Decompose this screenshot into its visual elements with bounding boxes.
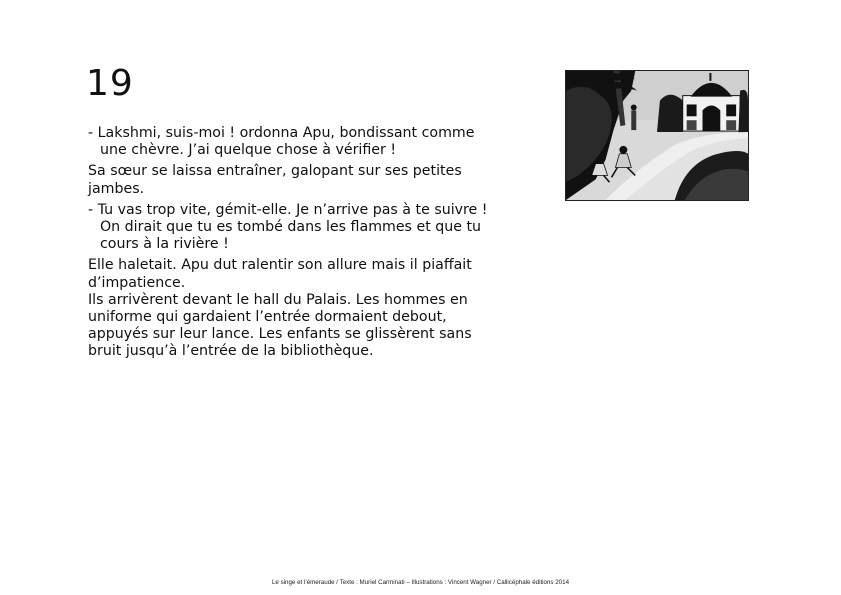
footer-credits: Le singe et l’émeraude / Texte : Muriel Carminati – Illustrations : Vincent Wagner / Callicéphale éditions 2014 [271, 579, 570, 586]
paragraph-3: - Tu vas trop vite, gémit-elle. Je n’arrive pas à te suivre ! On dirait que tu es tombé dans les flammes et que tu cours à la rivière ! [88, 201, 488, 253]
page-number: 19 [86, 63, 134, 104]
paragraph-5: Ils arrivèrent devant le hall du Palais. Les hommes en uniforme qui gardaient l’entrée dormaient debout, appuyés sur leur lance. Les enfants se glissèrent sans bruit jusqu’à l’entrée de la bibliothèque. [88, 291, 472, 360]
palace-illustration [565, 70, 749, 201]
palace-garden-image [566, 71, 748, 200]
paragraph-1: - Lakshmi, suis-moi ! ordonna Apu, bondissant comme une chèvre. J’ai quelque chose à vérifier ! [88, 125, 475, 159]
story-text [88, 125, 488, 365]
paragraph-2: Sa sœur se laissa entraîner, galopant sur ses petites jambes. [88, 163, 462, 197]
paragraph-4: Elle haletait. Apu dut ralentir son allure mais il piaffait d’impatience. [88, 257, 472, 291]
